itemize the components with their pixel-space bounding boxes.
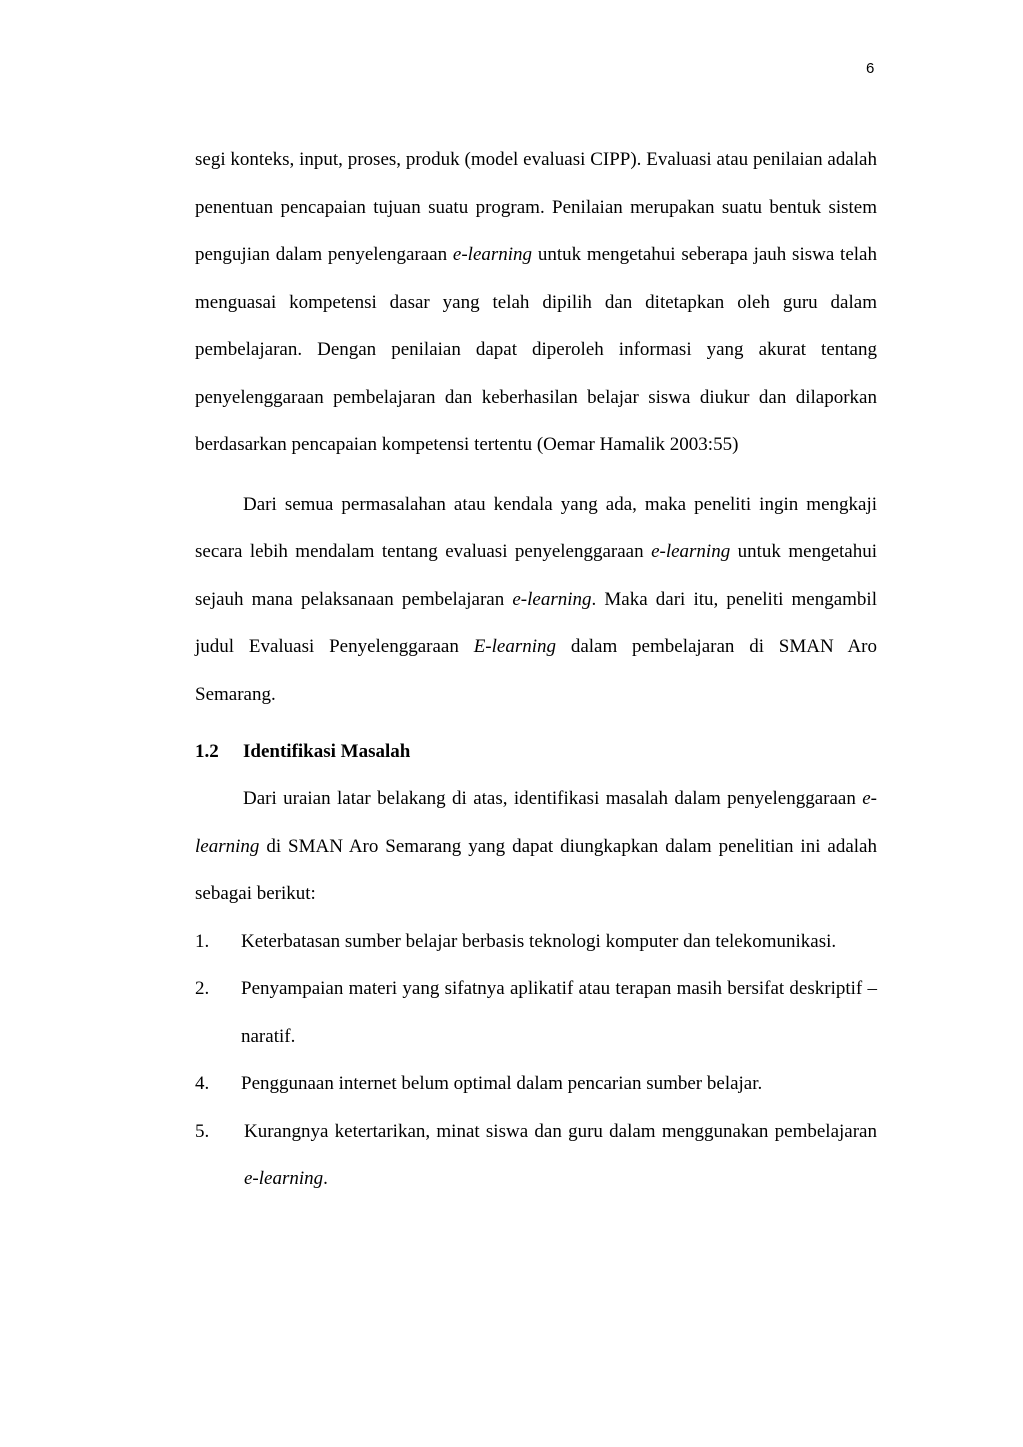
paragraph-text: dalam pembelajaran di SMAN Aro Semarang. xyxy=(195,636,877,705)
italic-term: e-learning xyxy=(452,244,533,265)
list-item xyxy=(195,1060,877,1108)
section-heading xyxy=(195,728,877,775)
list-marker: 2. xyxy=(195,978,210,999)
paragraph-text: di SMAN Aro Semarang yang dapat diungkapkan dalam penelitian ini adalah sebagai berikut: xyxy=(195,835,877,904)
list-marker: 4. xyxy=(195,1073,210,1094)
paragraph-evaluation xyxy=(195,136,877,469)
list-item-text: Penyampaian materi yang sifatnya aplikatif atau terapan masih bersifat deskriptif – naratif. xyxy=(241,978,877,1047)
italic-term: e-learning xyxy=(651,541,731,562)
section-number: 1.2 xyxy=(195,741,219,762)
document-body xyxy=(195,136,877,1203)
paragraph-text: untuk mengetahui seberapa jauh siswa telah menguasai kompetensi dasar yang telah dipilih dan ditetapkan oleh guru dalam pembelajaran. Dengan penilaian dapat diperoleh informasi yang akurat tentang penyelenggaraan pembelajaran dan keberhasilan belajar siswa diukur dan dilaporkan berdasarkan pencapaian kompetensi tertentu (Oemar Hamalik 2003:55) xyxy=(195,244,877,455)
list-item xyxy=(195,965,877,1060)
paragraph-text: segi konteks, input, proses, produk (model evaluasi CIPP). Evaluasi atau penilaian adalah penentuan pencapaian tujuan suatu program. Penilaian merupakan suatu bentuk sistem pengujian dalam penyelengaraan xyxy=(195,149,877,265)
problem-list xyxy=(195,918,877,1203)
section-title: Identifikasi Masalah xyxy=(243,741,411,762)
italic-term: e-learning xyxy=(244,1168,324,1189)
list-item-text: Keterbatasan sumber belajar berbasis teknologi komputer dan telekomunikasi. xyxy=(241,930,837,952)
paragraph-text: . Maka dari itu, peneliti mengambil judul Evaluasi Penyelenggaraan xyxy=(195,588,877,657)
list-marker: 5. xyxy=(195,1120,210,1142)
paragraph-research-intent xyxy=(195,481,877,719)
list-item xyxy=(195,918,877,966)
italic-term: E-learning xyxy=(473,636,557,657)
list-item-text: Kurangnya ketertarikan, minat siswa dan guru dalam menggunakan pembelajaran xyxy=(244,1120,877,1142)
paragraph-text: Dari uraian latar belakang di atas, identifikasi masalah dalam penyelenggaraan xyxy=(243,788,863,809)
paragraph-text: untuk mengetahui sejauh mana pelaksanaan pembelajaran xyxy=(195,541,877,610)
paragraph-identification xyxy=(195,775,877,918)
paragraph-text: Dari semua permasalahan atau kendala yang ada, maka peneliti ingin mengkaji secara lebih mendalam tentang evaluasi penyelenggaraan xyxy=(195,493,877,562)
italic-term: e-learning xyxy=(512,588,592,610)
page-number: 6 xyxy=(866,60,875,77)
italic-term: e-learning xyxy=(195,788,877,857)
list-item xyxy=(195,1108,877,1203)
list-marker: 1. xyxy=(195,930,210,952)
list-item-tail: . xyxy=(323,1168,328,1189)
list-item-text: Penggunaan internet belum optimal dalam pencarian sumber belajar. xyxy=(241,1073,763,1094)
